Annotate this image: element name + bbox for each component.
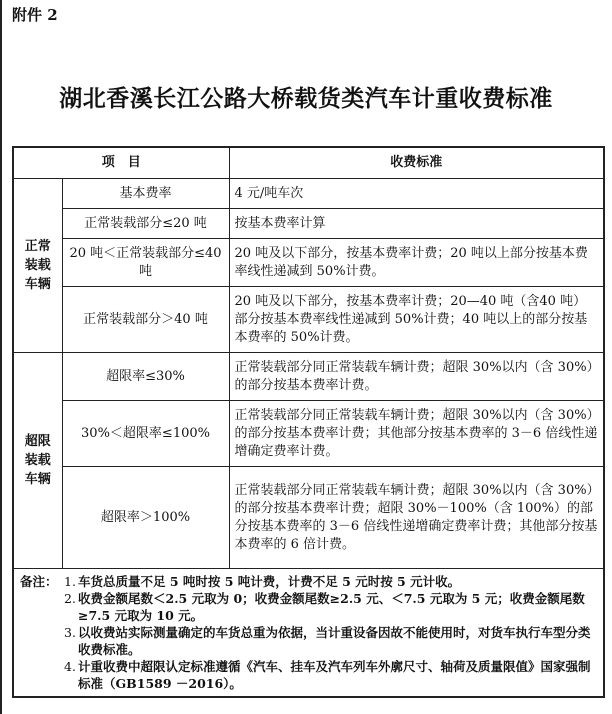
header-item: 项 目 xyxy=(13,147,229,179)
note-item xyxy=(20,624,597,658)
row-item: 正常装载部分＞40 吨 xyxy=(62,287,229,353)
note-number: 4. xyxy=(64,659,76,674)
row-standard: 正常装载部分同正常装载车辆计费；超限 30%以内（含 30%）的部分按基本费率计费。 xyxy=(229,353,604,401)
table-row xyxy=(13,467,604,569)
page-title: 湖北香溪长江公路大桥载货类汽车计重收费标准 xyxy=(59,86,553,112)
note-text: 以收费站实际测量确定的车货总重为依据，当计重设备因故不能使用时，对货车执行车型分类收费标准。 xyxy=(78,625,591,657)
row-standard: 正常装载部分同正常装载车辆计费；超限 30%以内（含 30%）的部分按基本费率计费；其他部分按基本费率的 3－6 倍线性递增确定费率计费。 xyxy=(229,401,604,467)
row-standard: 20 吨及以下部分，按基本费率计费；20—40 吨（含40 吨）部分按基本费率线性递减到 50%计费；40 吨以上的部分按基本费率的 50%计费。 xyxy=(229,287,604,353)
row-standard: 4 元/吨车次 xyxy=(229,179,604,209)
note-number: 1. xyxy=(64,574,76,589)
row-item: 超限率＞100% xyxy=(62,467,229,569)
notes-row xyxy=(13,569,604,698)
group-label-overload: 超限装载车辆 xyxy=(13,353,62,569)
row-standard: 正常装载部分同正常装载车辆计费；超限 30%以内（含 30%）的部分按基本费率计费；超限 30%－100%（含 100%）的部分按基本费率的 3－6 倍线性递增确定费率计费；其他部分按基本费率的 6 倍计费。 xyxy=(229,467,604,569)
table-row xyxy=(13,287,604,353)
row-item: 30%＜超限率≤100% xyxy=(62,401,229,467)
row-item: 正常装载部分≤20 吨 xyxy=(62,209,229,239)
note-item xyxy=(20,590,597,624)
note-item xyxy=(20,658,597,692)
note-text: 车货总质量不足 5 吨时按 5 吨计费，计费不足 5 元时按 5 元计收。 xyxy=(78,574,461,589)
group-label-normal: 正常装载车辆 xyxy=(13,179,62,353)
row-standard: 按基本费率计算 xyxy=(229,209,604,239)
table-row xyxy=(13,353,604,401)
table-row xyxy=(13,401,604,467)
note-number: 2. xyxy=(64,591,76,606)
row-standard: 20 吨及以下部分，按基本费率计费；20 吨以上部分按基本费率线性递减到 50%计费。 xyxy=(229,239,604,287)
notes-label: 备注： xyxy=(20,574,58,589)
row-item: 超限率≤30% xyxy=(62,353,229,401)
table-header-row xyxy=(13,147,604,179)
note-item xyxy=(20,573,597,590)
note-text: 计重收费中超限认定标准遵循《汽车、挂车及汽车列车外廓尺寸、轴荷及质量限值》国家强制标准（GB1589 －2016）。 xyxy=(78,659,591,691)
table-row xyxy=(13,179,604,209)
note-text: 收费金额尾数＜2.5 元取为 0；收费金额尾数≥2.5 元、＜7.5 元取为 5 元；收费金额尾数≥7.5 元取为 10 元。 xyxy=(78,591,585,623)
header-standard: 收费标准 xyxy=(229,147,604,179)
table-row xyxy=(13,209,604,239)
table-row xyxy=(13,239,604,287)
attachment-label: 附件 2 xyxy=(12,6,58,24)
row-item: 20 吨＜正常装载部分≤40 吨 xyxy=(62,239,229,287)
notes-cell xyxy=(13,569,604,698)
row-item: 基本费率 xyxy=(62,179,229,209)
fee-standard-table xyxy=(12,146,605,698)
note-number: 3. xyxy=(64,625,76,640)
